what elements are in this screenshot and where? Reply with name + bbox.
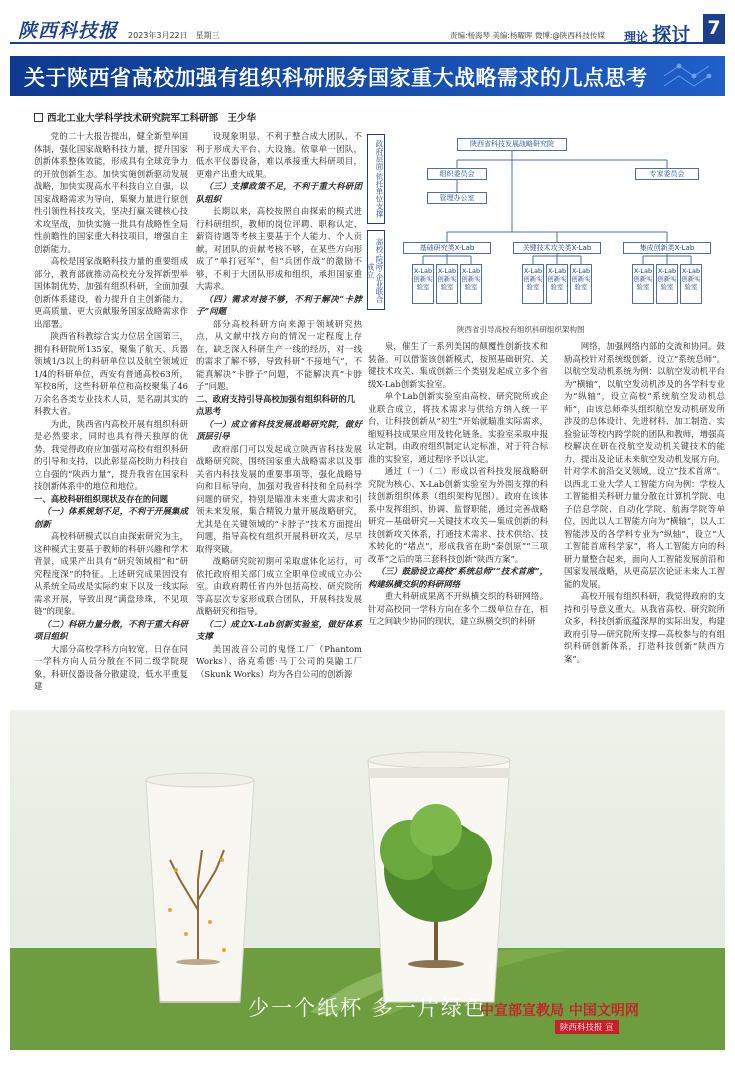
paragraph: 设现象明显，不利于整合成大团队，不利于形成大平台、大设施。依靠单一团队，低水平仪器设备，难以承接重大科研项目，更难产出重大成果。	[196, 131, 362, 179]
article-title: 关于陕西省高校加强有组织科研服务国家重大战略需求的几点思考	[24, 66, 648, 90]
section-label	[624, 20, 690, 47]
paragraph: 长期以来，高校按照自由探索的模式进行科研组织，教师的岗位评聘、职称认定、薪资待遇等考核主要基于个人能力、个人贡献，对团队的贡献考核不够，在某些方向形成了“单打冠军”，但“兵团作战”的激励不够，不利于大团队形成和组织，承担国家重大需求。	[196, 206, 362, 291]
x-lab-box: X-Lab 创新实验室	[570, 264, 592, 304]
diagram-side-label-government: 政府层面·依托单位支撑	[367, 134, 385, 224]
subsection-heading: （一）成立省科技发展战略研究院，做好顶层引导	[196, 418, 362, 441]
paper-name: 陕西科技报	[18, 20, 119, 42]
x-lab-box: X-Lab 创新实验室	[656, 264, 678, 304]
paragraph: 网络，加强网络内部的交流和协同。鼓励高校针对系统级创新，设立“系统总师”。以航空发动机系统为例：以航空发动机平台为“横轴”，以航空发动机涉及的各学科专业为“纵轴”，设立高校“系统航空发动机总师”，由该总师牵头组织航空发动机研发所涉及的总体设计、先进材料、加工制造、实验验证等校内跨学院的团队和教师，增强高校解决在研在役航空发动机关键技术的能力，提出及论证未来航空发动机发展方向。针对学术前沿交叉领域，设立“技术首席”。以西北工业大学人工智能方向为例：学校人工智能相关科研力量分散在计算机学院、电子信息学院、自动化学院、航海学院等单位，因此以人工智能方向为“横轴”，以人工智能涉及的各学科专业为“纵轴”，设立“人工智能首席科学家”，将人工智能方向的科研力量整合起来，面向人工智能发展前沿和国家发展战略，从更高层次论证未来人工智能的发展。	[564, 341, 725, 589]
section-heading: 一、高校科研组织现状及存在的问题	[34, 493, 168, 504]
article-column-3	[368, 340, 548, 628]
x-lab-box: X-Lab 创新实验室	[632, 264, 654, 304]
paragraph: 高校科研模式以自由探索研究为主，这种模式主要基于教师的科研兴趣和学术背景，成果产出具有“研究领域相”和“研究程度深”的特征。上述研究成果因没有从系统全局或是实际约束下以及一线实际需求开展，导致出现“满盘珍珠，不见项链”的现象。	[34, 531, 188, 616]
green-tree-cup-icon	[368, 752, 510, 1002]
article-column-4	[564, 340, 725, 665]
paragraph: 高校开展有组织科研，我觉得政府的支持和引导意义重大。从我省高校、研究院所众多，科技创新底蕴深厚的实际出发，构建政府引导—研究院所支撑—高校参与的有组织科研创新体系，打造科技创新“陕西方案”。	[564, 591, 725, 664]
section-heading: 二、政府支持引导高校加强有组织科研的几点思考	[196, 393, 356, 416]
public-service-ad	[10, 710, 725, 1050]
diagram-side-label-institutions: 高校·院所·企业联合成立	[367, 230, 385, 310]
paragraph: 大部分高校学科方向较宽，日存在同一学科方向人员分散在不同二级学院现象，科研仪器设备分散建设，低水平重复建	[34, 643, 188, 691]
paragraph: 美国波音公司的鬼怪工厂（Phantom Works）、洛克希德·马丁公司的臭鼬工厂（Skunk Works）均为各自公司的创新源	[196, 643, 362, 679]
subsection-heading: （二）科研力量分散，不利于重大科研项目组织	[34, 618, 188, 641]
paragraph: 为此，陕西省内高校开展有组织科研是必然要求，同时也具有得天独厚的优势，我觉得政府应加强对高校有组织科研的引导和支持，以此彰显高校助力科技自立自强的“陕西力量”，提升我省在国家科技创新体系中的地位和地位。	[34, 418, 188, 491]
diagram-caption: 陕西省引导高校有组织科研组织架构图	[457, 325, 585, 334]
subsection-heading: （一）体系规划不足，不利于开展集成创新	[34, 506, 188, 529]
expert-committee-box: 专家委员会	[635, 168, 699, 180]
paragraph: 陕西省科教综合实力位居全国第三，拥有科研院所135家，聚集了航天、兵器领域1/3以上的科研单位以及航空领域近1/4的科研单位，西安有普通高校63所，军校8所，这些科研单位和高校聚集了46万余名各类专业技术人员，是名副其实的科教大省。	[34, 331, 188, 416]
x-lab-box: X-Lab 创新实验室	[412, 264, 434, 304]
management-office-box: 管理办公室	[427, 192, 487, 204]
ad-credit-sub: 陕西科技报 宣	[555, 1020, 619, 1034]
ad-credit-main: 中宣部宣教局 中国文明网	[480, 1003, 639, 1019]
bare-tree-cup-icon	[146, 773, 254, 1002]
title-banner	[10, 56, 725, 96]
section-main: 探讨	[652, 24, 691, 46]
author-line	[34, 110, 256, 124]
x-lab-box: X-Lab 创新实验室	[546, 264, 568, 304]
page-number: 7	[703, 14, 725, 42]
paragraph: 单个Lab创新实验室由高校、研究院所或企业联合成立，将技术需求与供给方纳入统一平台，让科技创新从“初生”开始就瞄准实际需求，缩短科技成果应用及转化链条。实验室采取申报认定制，由政府组织制定认定标准，对于符合标准的实验室，通过程序予以认定。	[368, 391, 548, 464]
ad-slogan: 少一个纸杯 多一片绿色	[248, 996, 487, 1020]
x-lab-box: X-Lab 创新实验室	[680, 264, 702, 304]
paragraph: 党的二十大报告提出，健全新型举国体制，强化国家战略科技力量，提升国家创新体系整体效能，形成具有全球竞争力的开放创新生态。加快实施创新驱动发展战略，加快实现高水平科技自立自强，以国家战略需求为导向，集聚力量进行原创性引领性科技攻关，坚决打赢关键核心技术攻坚战，加快实施一批具有战略性全局性前瞻性的国家重大科技项目，增强自主创新能力。	[34, 131, 188, 254]
x-lab-box: X-Lab 创新实验室	[436, 264, 458, 304]
masthead	[10, 14, 725, 44]
x-lab-box: X-Lab 创新实验室	[522, 264, 544, 304]
paragraph: 泉，催生了一系列美国的颠覆性创新技术和装备。可以借鉴该创新模式，按照基础研究、关键技术攻关、集成创新三个类别发起成立多个省级X-Lab创新实验室。	[368, 341, 548, 389]
category-box-integration: 集成创新类X-Lab	[623, 242, 711, 254]
paragraph: 高校是国家战略科技力量的重要组成部分，教育部就推动高校充分发挥新型举国体制优势，加强有组织科研，全面加强创新体系建设，着力提升自主创新能力，更高质量、更大贡献服务国家战略需求作出部署。	[34, 256, 188, 329]
banner-decoration-icon	[659, 62, 719, 90]
category-box-key-tech: 关键技术攻关类X-Lab	[513, 242, 601, 254]
article-column-1	[34, 130, 188, 693]
author-text: 西北工业大学科学技术研究院军工科研部 王少华	[47, 113, 257, 124]
subsection-heading: （三）鼓励设立高校“系统总师”“技术首席”，构建纵横交织的科研网络	[368, 566, 548, 589]
paragraph: 重大科研成果离不开纵横交织的科研网络。针对高校同一学科方向在多个二级单位存在，相互之间缺少协同的现状，建立纵横交织的科研	[368, 591, 548, 626]
article-column-2	[196, 130, 362, 680]
issue-date: 2023年3月22日 星期三	[128, 31, 220, 40]
org-chart-diagram	[367, 128, 725, 336]
editors-line: 责编:杨海琴 美编:杨曜晖 微博:@陕西科技传媒	[450, 31, 605, 40]
paragraph: 政府部门可以发起成立陕西省科技发展战略研究院，围绕国家重大战略需求以及事关省内科技发展的重要事项等，强化战略导向和目标导向，加强对我省科技和全局科学问题的研究，特别是瞄准未来重大需求和引领未来发展，集合精锐力量开展战略研究，尤其是在关键领域的“卡脖子”技术方面提出问题，指导高校有组织开展科研攻关，尽早取得突破。	[196, 443, 362, 554]
paragraph: 通过（一）（二）形成以省科技发展战略研究院为核心、X-Lab创新实验室为外围支撑的科技创新组织体系（组织架构见图）。政府在该体系中发挥组织、协调、监督职能，通过完善战略研究—基础研究—关键技术攻关—集成创新的科技创新攻关体系，打通技术需求、技术供给、技术转化的“堵点”，形成我省在助“秦创原”“三项改革”之后的第三套科技创新“陕西方案”。	[368, 466, 548, 564]
checkbox-icon	[34, 113, 43, 122]
paragraph: 战略研究院初期可采取虚体化运行，可依托政府相关部门成立全职单位或成立办公室。由政府聘任省内外包括高校、研究院所等高层次专家形成联合团队，开展科技发展战略研究和指导。	[196, 556, 362, 616]
subsection-heading: （三）支撑政策不足，不利于重大科研团队组织	[196, 181, 362, 204]
paragraph: 部分高校科研方向来源于领域研究热点，从文献中找方向的情况一定程度上存在，缺乏深入科研生产一线的经历，对一线的需求了解不够，导致科研“不接地气”，不能真解决“卡脖子”问题，不能解决真“卡脖子”问题。	[196, 318, 362, 391]
section-prefix: 理论	[624, 30, 649, 44]
category-box-basic: 基础研究类X-Lab	[403, 242, 491, 254]
provincial-institute-box: 陕西省科技发展战略研究院	[457, 138, 567, 151]
x-lab-box: X-Lab 创新实验室	[460, 264, 482, 304]
subsection-heading: （四）需求对接不够，不利于解决“卡脖子”问题	[196, 293, 362, 316]
organizing-committee-box: 组织委员会	[427, 168, 487, 180]
subsection-heading: （二）成立X-Lab创新实验室，做好体系支撑	[196, 618, 362, 641]
